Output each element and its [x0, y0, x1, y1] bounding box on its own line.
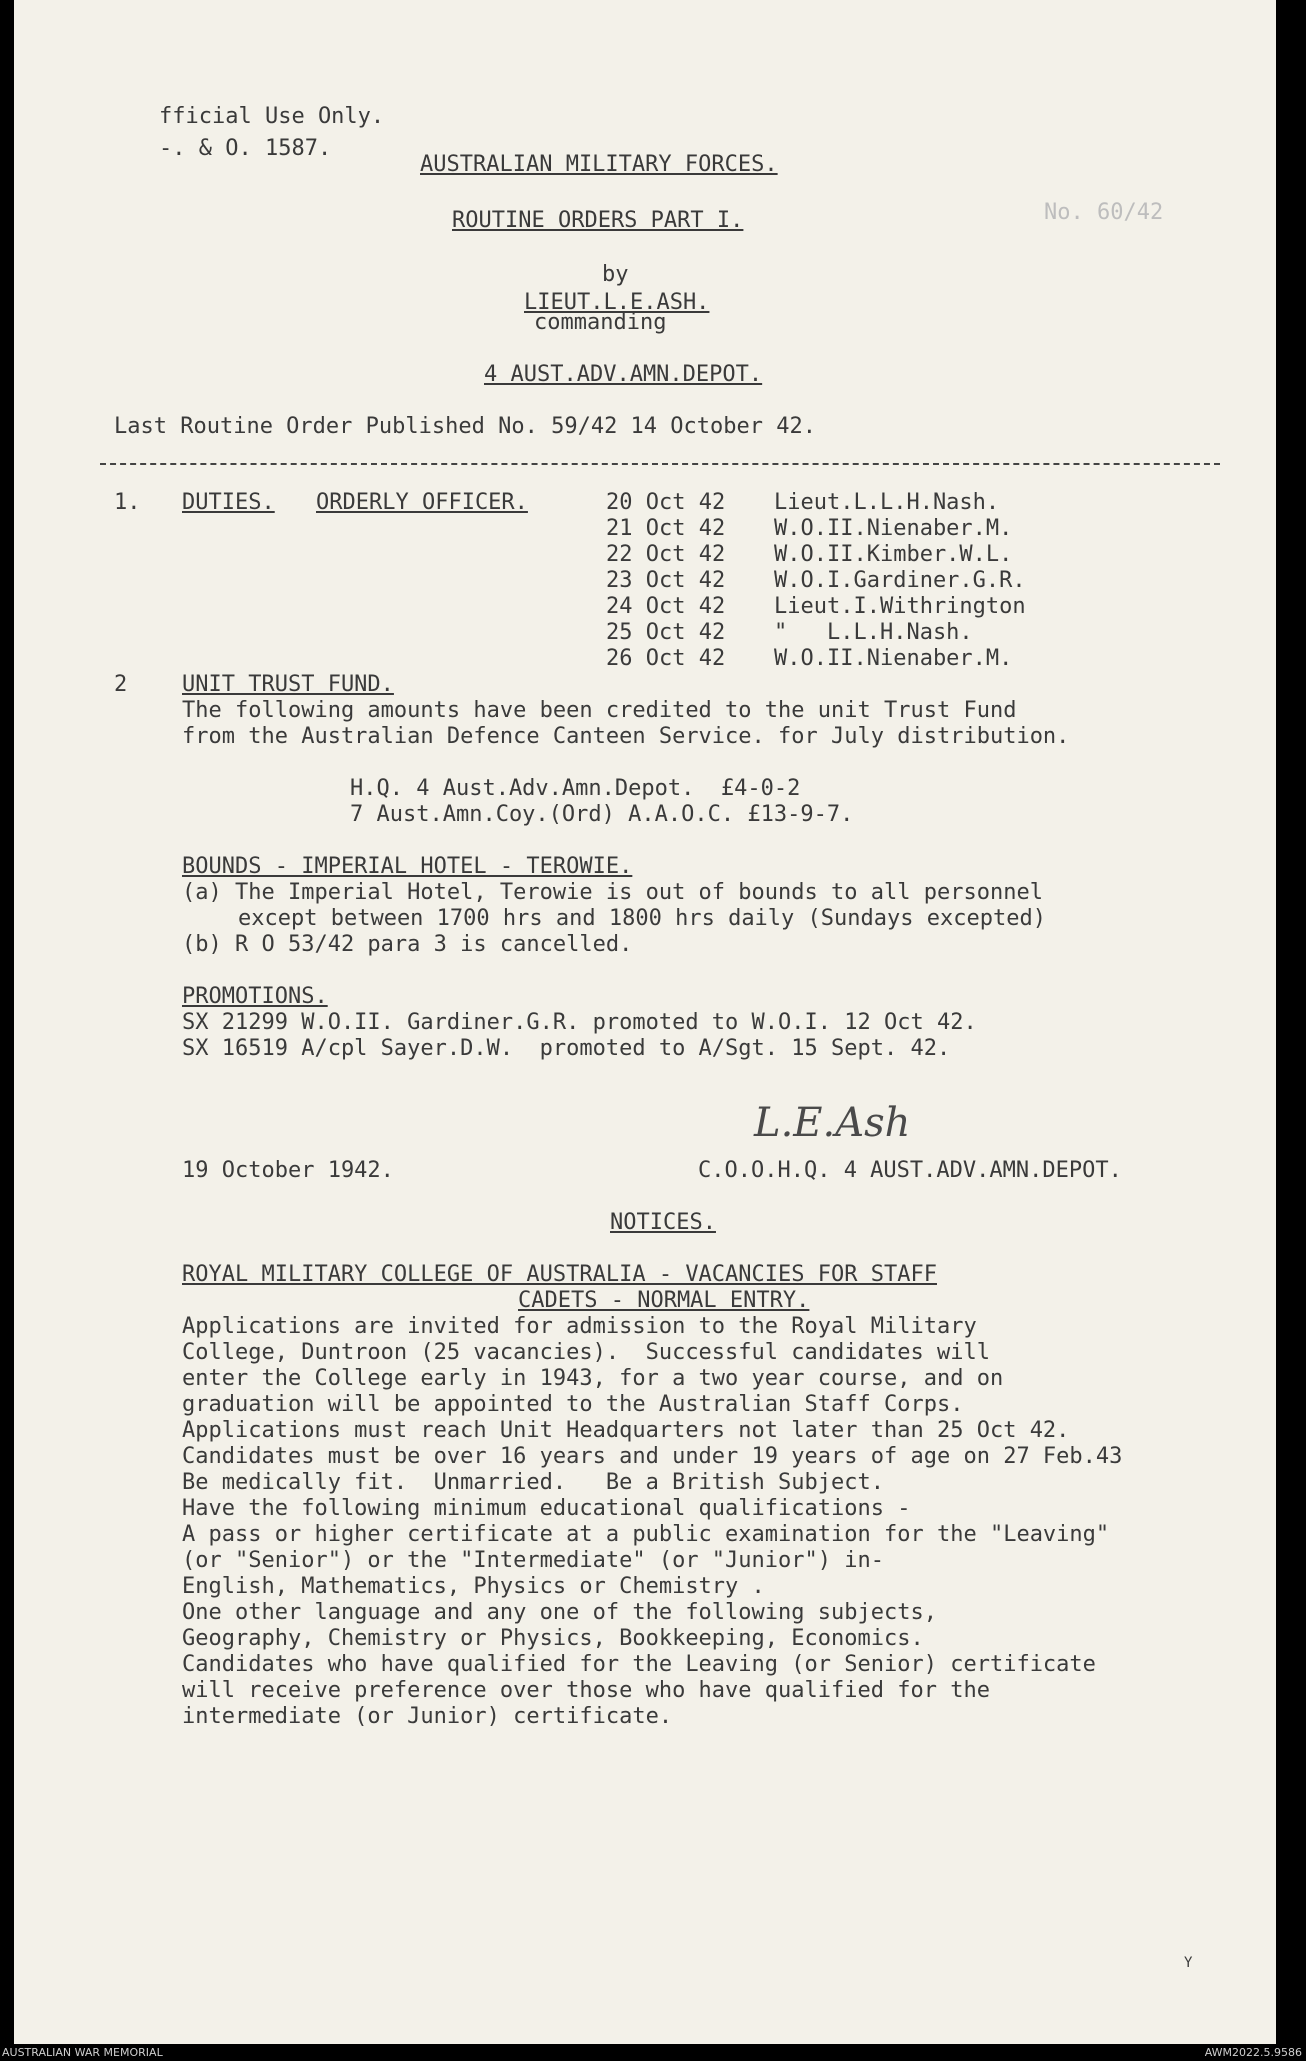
- page-mark: Y: [1184, 1955, 1193, 1971]
- duty-date: 23 Oct 42: [606, 568, 726, 593]
- notice-line: Have the following minimum educational qualifications -: [182, 1496, 911, 1521]
- duty-officer: Lieut.I.Withrington: [774, 594, 1026, 619]
- notice-line: (or "Senior") or the "Intermediate" (or "Junior") in-: [182, 1548, 884, 1573]
- notice-line: Be medically fit. Unmarried. Be a British Subject.: [182, 1470, 884, 1495]
- duty-date: 26 Oct 42: [606, 646, 726, 671]
- notice-line: One other language and any one of the following subjects,: [182, 1600, 937, 1625]
- notice-line: College, Duntroon (25 vacancies). Successful candidates will: [182, 1340, 990, 1365]
- orderly-officer-heading: ORDERLY OFFICER.: [316, 490, 528, 515]
- commander-name: LIEUT.L.E.ASH.: [524, 290, 710, 315]
- trust-line: The following amounts have been credited to the unit Trust Fund: [182, 698, 1017, 723]
- document-subtitle: ROUTINE ORDERS PART I.: [452, 208, 744, 233]
- co-signature-block: C.O.O.H.Q. 4 AUST.ADV.AMN.DEPOT.: [698, 1158, 1122, 1183]
- duty-date: 24 Oct 42: [606, 594, 726, 619]
- notices-heading: NOTICES.: [610, 1210, 716, 1235]
- duty-officer: W.O.I.Gardiner.G.R.: [774, 568, 1026, 593]
- duties-heading: DUTIES.: [182, 490, 275, 515]
- document-page: [14, 0, 1276, 2044]
- duty-officer: Lieut.L.L.H.Nash.: [774, 490, 1000, 515]
- duty-date: 21 Oct 42: [606, 516, 726, 541]
- ro-number: ‐. & O. 1587.: [159, 136, 332, 161]
- duty-officer: W.O.II.Nienaber.M.: [774, 646, 1013, 671]
- duty-officer: W.O.II.Nienaber.M.: [774, 516, 1013, 541]
- rmc-subheading: CADETS - NORMAL ENTRY.: [518, 1288, 810, 1313]
- notice-line: intermediate (or Junior) certificate.: [182, 1704, 673, 1729]
- trust-item: H.Q. 4 Aust.Adv.Amn.Depot. £4-0-2: [350, 776, 801, 801]
- footer-accession: AWM2022.5.9586: [1204, 2046, 1302, 2059]
- notice-line: Candidates who have qualified for the Leaving (or Senior) certificate: [182, 1652, 1096, 1677]
- handwritten-signature: L.E.Ash: [754, 1100, 911, 1146]
- unit-name: 4 AUST.ADV.AMN.DEPOT.: [484, 362, 763, 387]
- bounds-heading: BOUNDS - IMPERIAL HOTEL - TEROWIE.: [182, 854, 633, 879]
- duty-date: 20 Oct 42: [606, 490, 726, 515]
- by-label: by: [602, 262, 629, 287]
- official-use-label: fficial Use Only.: [159, 104, 385, 129]
- notice-line: English, Mathematics, Physics or Chemistry .: [182, 1574, 765, 1599]
- trust-item: 7 Aust.Amn.Coy.(Ord) A.A.O.C. £13-9-7.: [350, 802, 854, 827]
- trust-line: from the Australian Defence Canteen Service. for July distribution.: [182, 724, 1070, 749]
- trust-number: 2: [114, 672, 128, 697]
- notice-line: will receive preference over those who have qualified for the: [182, 1678, 990, 1703]
- notice-line: A pass or higher certificate at a public examination for the "Leaving": [182, 1522, 1110, 1547]
- notice-line: Candidates must be over 16 years and under 19 years of age on 27 Feb.43: [182, 1444, 1123, 1469]
- document-title: AUSTRALIAN MILITARY FORCES.: [420, 152, 778, 177]
- trust-heading: UNIT TRUST FUND.: [182, 672, 394, 697]
- footer-source: AUSTRALIAN WAR MEMORIAL: [2, 2046, 163, 2059]
- duty-date: 25 Oct 42: [606, 620, 726, 645]
- notice-line: graduation will be appointed to the Australian Staff Corps.: [182, 1392, 964, 1417]
- notice-line: enter the College early in 1943, for a two year course, and on: [182, 1366, 1004, 1391]
- duties-number: 1.: [114, 490, 141, 515]
- notice-line: Applications must reach Unit Headquarters not later than 25 Oct 42.: [182, 1418, 1070, 1443]
- bounds-line: (a) The Imperial Hotel, Terowie is out of bounds to all personnel: [182, 880, 1043, 905]
- promotion-line: SX 16519 A/cpl Sayer.D.W. promoted to A/Sgt. 15 Sept. 42.: [182, 1036, 951, 1061]
- commanding-label: commanding: [534, 310, 667, 335]
- notice-line: Applications are invited for admission to the Royal Military: [182, 1314, 977, 1339]
- duty-officer: " L.L.H.Nash.: [774, 620, 973, 645]
- last-routine-order: Last Routine Order Published No. 59/42 14 October 42.: [114, 414, 816, 439]
- notice-line: Geography, Chemistry or Physics, Bookkeeping, Economics.: [182, 1626, 924, 1651]
- header-divider: [100, 463, 1220, 465]
- duty-date: 22 Oct 42: [606, 542, 726, 567]
- bounds-line: (b) R O 53/42 para 3 is cancelled.: [182, 932, 633, 957]
- order-date: 19 October 1942.: [182, 1158, 394, 1183]
- duty-officer: W.O.II.Kimber.W.L.: [774, 542, 1013, 567]
- promotion-line: SX 21299 W.O.II. Gardiner.G.R. promoted to W.O.I. 12 Oct 42.: [182, 1010, 977, 1035]
- promotions-heading: PROMOTIONS.: [182, 984, 328, 1009]
- bounds-line: except between 1700 hrs and 1800 hrs daily (Sundays excepted): [238, 906, 1046, 931]
- order-number: No. 60/42: [1044, 200, 1164, 225]
- rmc-heading: ROYAL MILITARY COLLEGE OF AUSTRALIA - VACANCIES FOR STAFF: [182, 1262, 937, 1287]
